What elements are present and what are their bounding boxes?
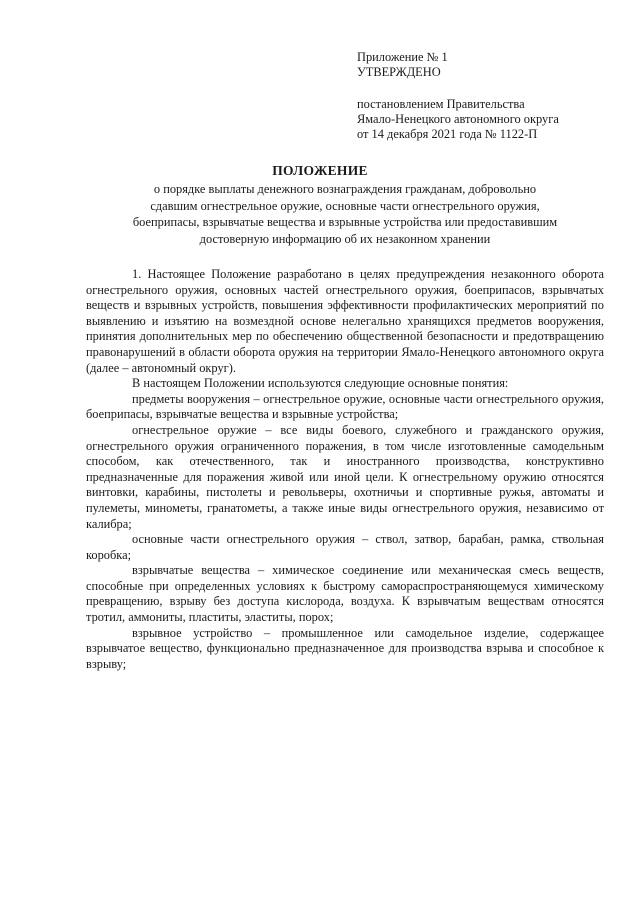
definition-explosive-device: взрывное устройство – промышленное или самодельное изделие, содержащее взрывчатое вещество, функционально предназначенное для производства взрыва и способное к взрыву; xyxy=(86,625,604,671)
paragraph-definitions-intro: В настоящем Положении используются следующие основные понятия: xyxy=(132,376,509,391)
subtitle-line: о порядке выплаты денежного вознаграждения гражданам, добровольно xyxy=(153,182,537,196)
subtitle-line: сдавшим огнестрельное оружие, основные части огнестрельного оружия, xyxy=(150,198,540,213)
decree-line: Ямало-Ненецкого автономного округа xyxy=(357,112,559,126)
decree-line: постановлением Правительства xyxy=(357,97,525,111)
subtitle-line: боеприпасы, взрывчатые вещества и взрывные устройства или предоставившим xyxy=(132,215,558,229)
definition-main-parts: основные части огнестрельного оружия – ствол, затвор, барабан, рамка, ствольная коробка; xyxy=(86,532,604,562)
decree-date-number: от 14 декабря 2021 года № 1122-П xyxy=(357,127,538,141)
subtitle-line: достоверную информацию об их незаконном хранении xyxy=(199,231,491,246)
approval-block xyxy=(357,50,559,142)
paragraph-purpose: 1. Настоящее Положение разработано в целях предупреждения незаконного оборота огнестрельного оружия, основных частей огнестрельного оружия, боеприпасов, взрывчатых веществ и взрывных устройств, повышения эффективности профилактических мероприятий по выявлению и изъятию на возмездной основе нелегально хранящихся предметов вооружения, принятия дополнительных мер по обеспечению общественной безопасности и предотвращению правонарушений в области оборота оружия на территории Ямало-Ненецкого автономного округа (далее – автономный округ). xyxy=(86,267,604,375)
document-subtitle xyxy=(86,181,604,247)
appendix-number: Приложение № 1 xyxy=(357,50,448,64)
document-body xyxy=(86,267,604,672)
document-title: ПОЛОЖЕНИЕ xyxy=(272,163,368,178)
definition-firearm: огнестрельное оружие – все виды боевого, служебного и гражданского оружия, огнестрельного оружия ограниченного поражения, в том числе изготовленные самодельным способом, как отечественного, так и иностранного производства, конструктивно предназначенные для поражения живой или иной цели. К огнестрельному оружию относятся винтовки, карабины, пистолеты и револьверы, охотничьи и спортивные ружья, автоматы и пулеметы, минометы, гранатометы, а также иные виды огнестрельного оружия, независимо от калибра; xyxy=(86,422,604,531)
definition-armament: предметы вооружения – огнестрельное оружие, основные части огнестрельного оружия, боеприпасы, взрывчатые вещества и взрывные устройства; xyxy=(86,391,604,422)
approved-stamp-text: УТВЕРЖДЕНО xyxy=(357,65,441,79)
definition-explosives: взрывчатые вещества – химическое соединение или механическая смесь веществ, способные при определенных условиях к быстрому самораспространяющемуся химическому превращению, взрыву без доступа кислорода, воздуха. К взрывчатым веществам относятся тротил, аммониты, пластиты, эластиты, порох; xyxy=(86,563,604,625)
